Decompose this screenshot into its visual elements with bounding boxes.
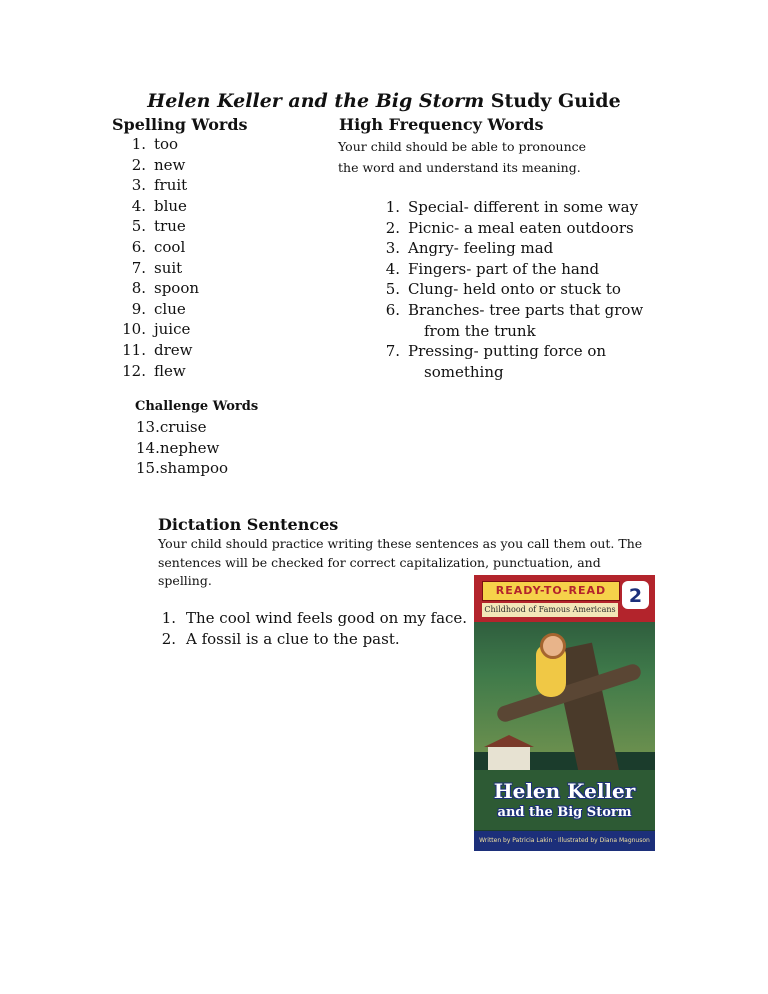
spelling-word-text: spoon — [154, 279, 200, 298]
spelling-word — [110, 196, 199, 217]
challenge-word — [136, 458, 228, 479]
spelling-word-text: drew — [154, 340, 193, 359]
challenge-word — [136, 438, 228, 459]
hf-word-number: 3. — [385, 239, 400, 258]
hf-word-number: 6. — [385, 300, 400, 319]
spelling-word-number: 9. — [131, 299, 146, 318]
book-cover-image — [474, 575, 655, 851]
spelling-word-number: 7. — [131, 258, 146, 277]
challenge-word-text: nephew — [159, 438, 220, 457]
spelling-heading: Spelling Words — [112, 115, 248, 134]
dictation-sentences — [158, 608, 467, 650]
spelling-word-number: 4. — [131, 196, 146, 215]
spelling-word-text: fruit — [154, 176, 188, 195]
cover-girl-head — [540, 633, 566, 659]
dictation-sentence — [158, 608, 467, 629]
hf-word — [366, 300, 643, 321]
challenge-heading: Challenge Words — [135, 399, 259, 414]
challenge-list — [136, 417, 228, 479]
hf-word-number: 2. — [385, 218, 400, 237]
high-frequency-list — [366, 197, 643, 382]
spelling-word — [110, 134, 199, 155]
cover-roof — [484, 735, 534, 747]
challenge-word-number: 13. — [136, 418, 160, 436]
dictation-sentence-text: The cool wind feels good on my face. — [186, 609, 468, 627]
spelling-word — [110, 361, 199, 382]
hf-word-continuation — [366, 321, 643, 342]
spelling-word-text: cool — [154, 237, 186, 256]
cover-series-name: Childhood of Famous Americans — [482, 603, 618, 617]
hf-word-text: Clung- held onto or stuck to — [408, 280, 621, 299]
challenge-word — [136, 417, 228, 438]
spelling-word — [110, 278, 199, 299]
hf-word-text: Angry- feeling mad — [408, 239, 554, 258]
spelling-word-number: 2. — [131, 155, 146, 174]
spelling-word-text: true — [154, 217, 186, 236]
challenge-word-text: shampoo — [159, 459, 229, 478]
spelling-word-number: 1. — [131, 135, 146, 153]
spelling-word — [110, 319, 199, 340]
hf-word-text: Fingers- part of the hand — [408, 259, 600, 278]
spelling-word-text: suit — [154, 258, 183, 277]
dictation-sentence-number: 1. — [161, 609, 176, 627]
spelling-word-text: clue — [154, 299, 186, 318]
spelling-word-text: new — [154, 155, 186, 174]
hf-word-number: 7. — [385, 342, 400, 361]
dictation-sentence-number: 2. — [161, 630, 176, 648]
spelling-word-number: 8. — [131, 279, 146, 298]
spelling-word-number: 11. — [122, 340, 146, 359]
spelling-word — [110, 175, 199, 196]
dictation-heading: Dictation Sentences — [158, 515, 339, 534]
spelling-word — [110, 340, 199, 361]
cover-level-badge: 2 — [622, 581, 649, 609]
spelling-word-text: too — [154, 135, 179, 153]
hf-word-continuation-text: something — [424, 362, 504, 381]
hf-note-line1: Your child should be able to pronounce — [338, 139, 587, 154]
challenge-word-text: cruise — [159, 418, 207, 436]
hf-word — [366, 218, 643, 239]
hf-word — [366, 238, 643, 259]
hf-word-continuation — [366, 362, 643, 383]
spelling-word-number: 10. — [122, 320, 146, 339]
hf-word-text: Picnic- a meal eaten outdoors — [408, 218, 634, 237]
hf-word — [366, 279, 643, 300]
hf-word-number: 1. — [385, 198, 400, 216]
cover-house — [488, 745, 530, 773]
dictation-instructions: Your child should practice writing these sentences as you call them out. The sentences will be checked for correct capitalization, punctuation, and spelling. — [158, 536, 643, 589]
cover-title-sub: and the Big Storm — [497, 805, 632, 820]
hf-word-text: Special- different in some way — [408, 198, 639, 216]
spelling-word — [110, 258, 199, 279]
cover-title-main: Helen Keller — [493, 779, 636, 803]
dictation-sentence-text: A fossil is a clue to the past. — [186, 630, 400, 648]
spelling-word-text: blue — [154, 196, 187, 215]
hf-note-line2: the word and understand its meaning. — [338, 160, 581, 175]
spelling-word-number: 12. — [122, 361, 146, 380]
spelling-word — [110, 299, 199, 320]
spelling-word-text: flew — [154, 361, 186, 380]
hf-word-continuation-text: from the trunk — [424, 321, 536, 340]
hf-word-number: 4. — [385, 259, 400, 278]
hf-word-text: Pressing- putting force on — [408, 342, 607, 361]
cover-credit: Written by Patricia Lakin · Illustrated by Diana Magnuson — [474, 831, 655, 851]
challenge-word-number: 14. — [136, 438, 160, 457]
spelling-word — [110, 155, 199, 176]
hf-word-text: Branches- tree parts that grow — [408, 300, 644, 319]
challenge-word-number: 15. — [136, 459, 160, 478]
hf-word — [366, 197, 643, 218]
spelling-word-number: 3. — [131, 176, 146, 195]
spelling-word-number: 5. — [131, 217, 146, 236]
page-title — [0, 90, 768, 112]
title-rest: Study Guide — [484, 90, 621, 112]
cover-series-logo: READY-TO-READ — [482, 581, 620, 601]
hf-word — [366, 341, 643, 362]
dictation-sentence — [158, 629, 467, 650]
spelling-word-text: juice — [154, 320, 191, 339]
spelling-word-number: 6. — [131, 237, 146, 256]
hf-word — [366, 259, 643, 280]
spelling-list — [110, 134, 199, 381]
spelling-word — [110, 216, 199, 237]
spelling-word — [110, 237, 199, 258]
high-frequency-heading: High Frequency Words — [339, 115, 544, 134]
hf-word-number: 5. — [385, 280, 400, 299]
title-italic: Helen Keller and the Big Storm — [147, 90, 485, 112]
